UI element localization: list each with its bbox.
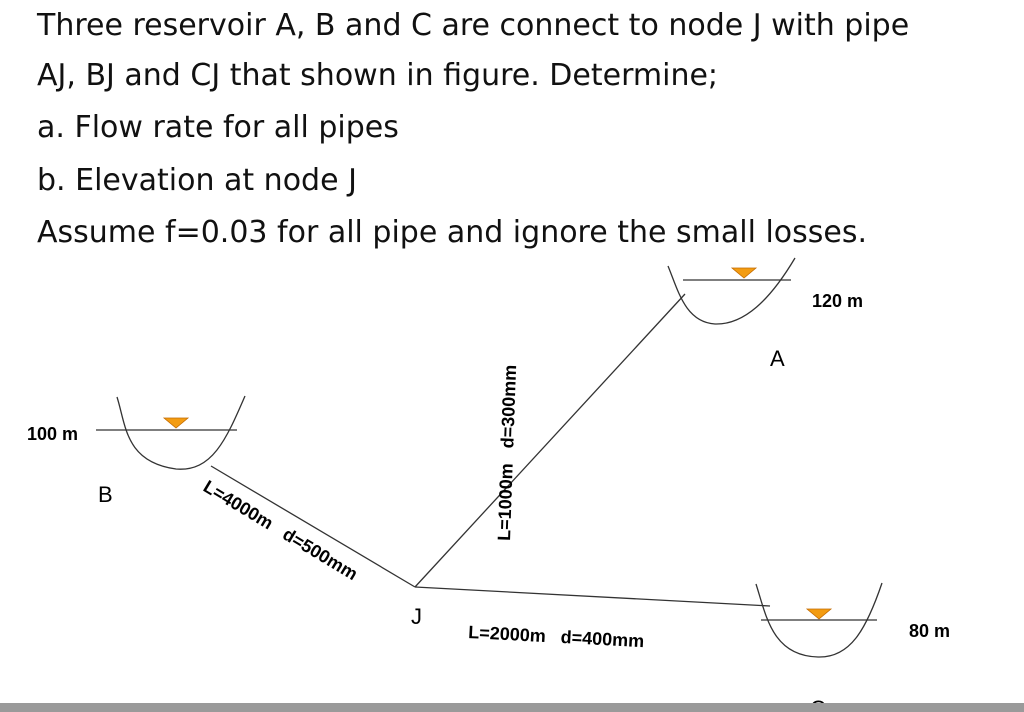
reservoir-b-water-marker-icon [164, 418, 188, 428]
reservoir-a-elevation: 120 m [812, 291, 864, 311]
question-assumption: Assume f=0.03 for all pipe and ignore the small losses. [37, 215, 868, 250]
pipe-aj-label: L=1000m d=300mm [494, 364, 521, 542]
node-j-label: J [411, 604, 422, 629]
reservoir-b [96, 396, 245, 469]
reservoir-a-label: A [770, 346, 785, 371]
question-item-a: a. Flow rate for all pipes [37, 110, 399, 145]
pipe-cj [415, 587, 770, 606]
reservoir-a-water-marker-icon [732, 268, 756, 278]
pipe-bj-label: L=4000m d=500mm [199, 476, 362, 585]
reservoir-b-elevation: 100 m [27, 424, 79, 444]
pipe-bj [211, 466, 415, 587]
pipe-cj-label: L=2000m d=400mm [467, 622, 645, 652]
bottom-divider [0, 703, 1024, 712]
reservoir-b-label: B [98, 482, 113, 507]
reservoir-c-water-marker-icon [807, 609, 831, 619]
reservoir-c [756, 583, 882, 657]
question-line-1: Three reservoir A, B and C are connect to node J with pipe [37, 8, 910, 43]
pipe-aj [415, 294, 685, 587]
reservoir-a [668, 258, 795, 324]
question-item-b: b. Elevation at node J [37, 163, 357, 198]
reservoir-c-elevation: 80 m [909, 621, 951, 641]
question-line-2: AJ, BJ and CJ that shown in figure. Determine; [37, 58, 719, 93]
